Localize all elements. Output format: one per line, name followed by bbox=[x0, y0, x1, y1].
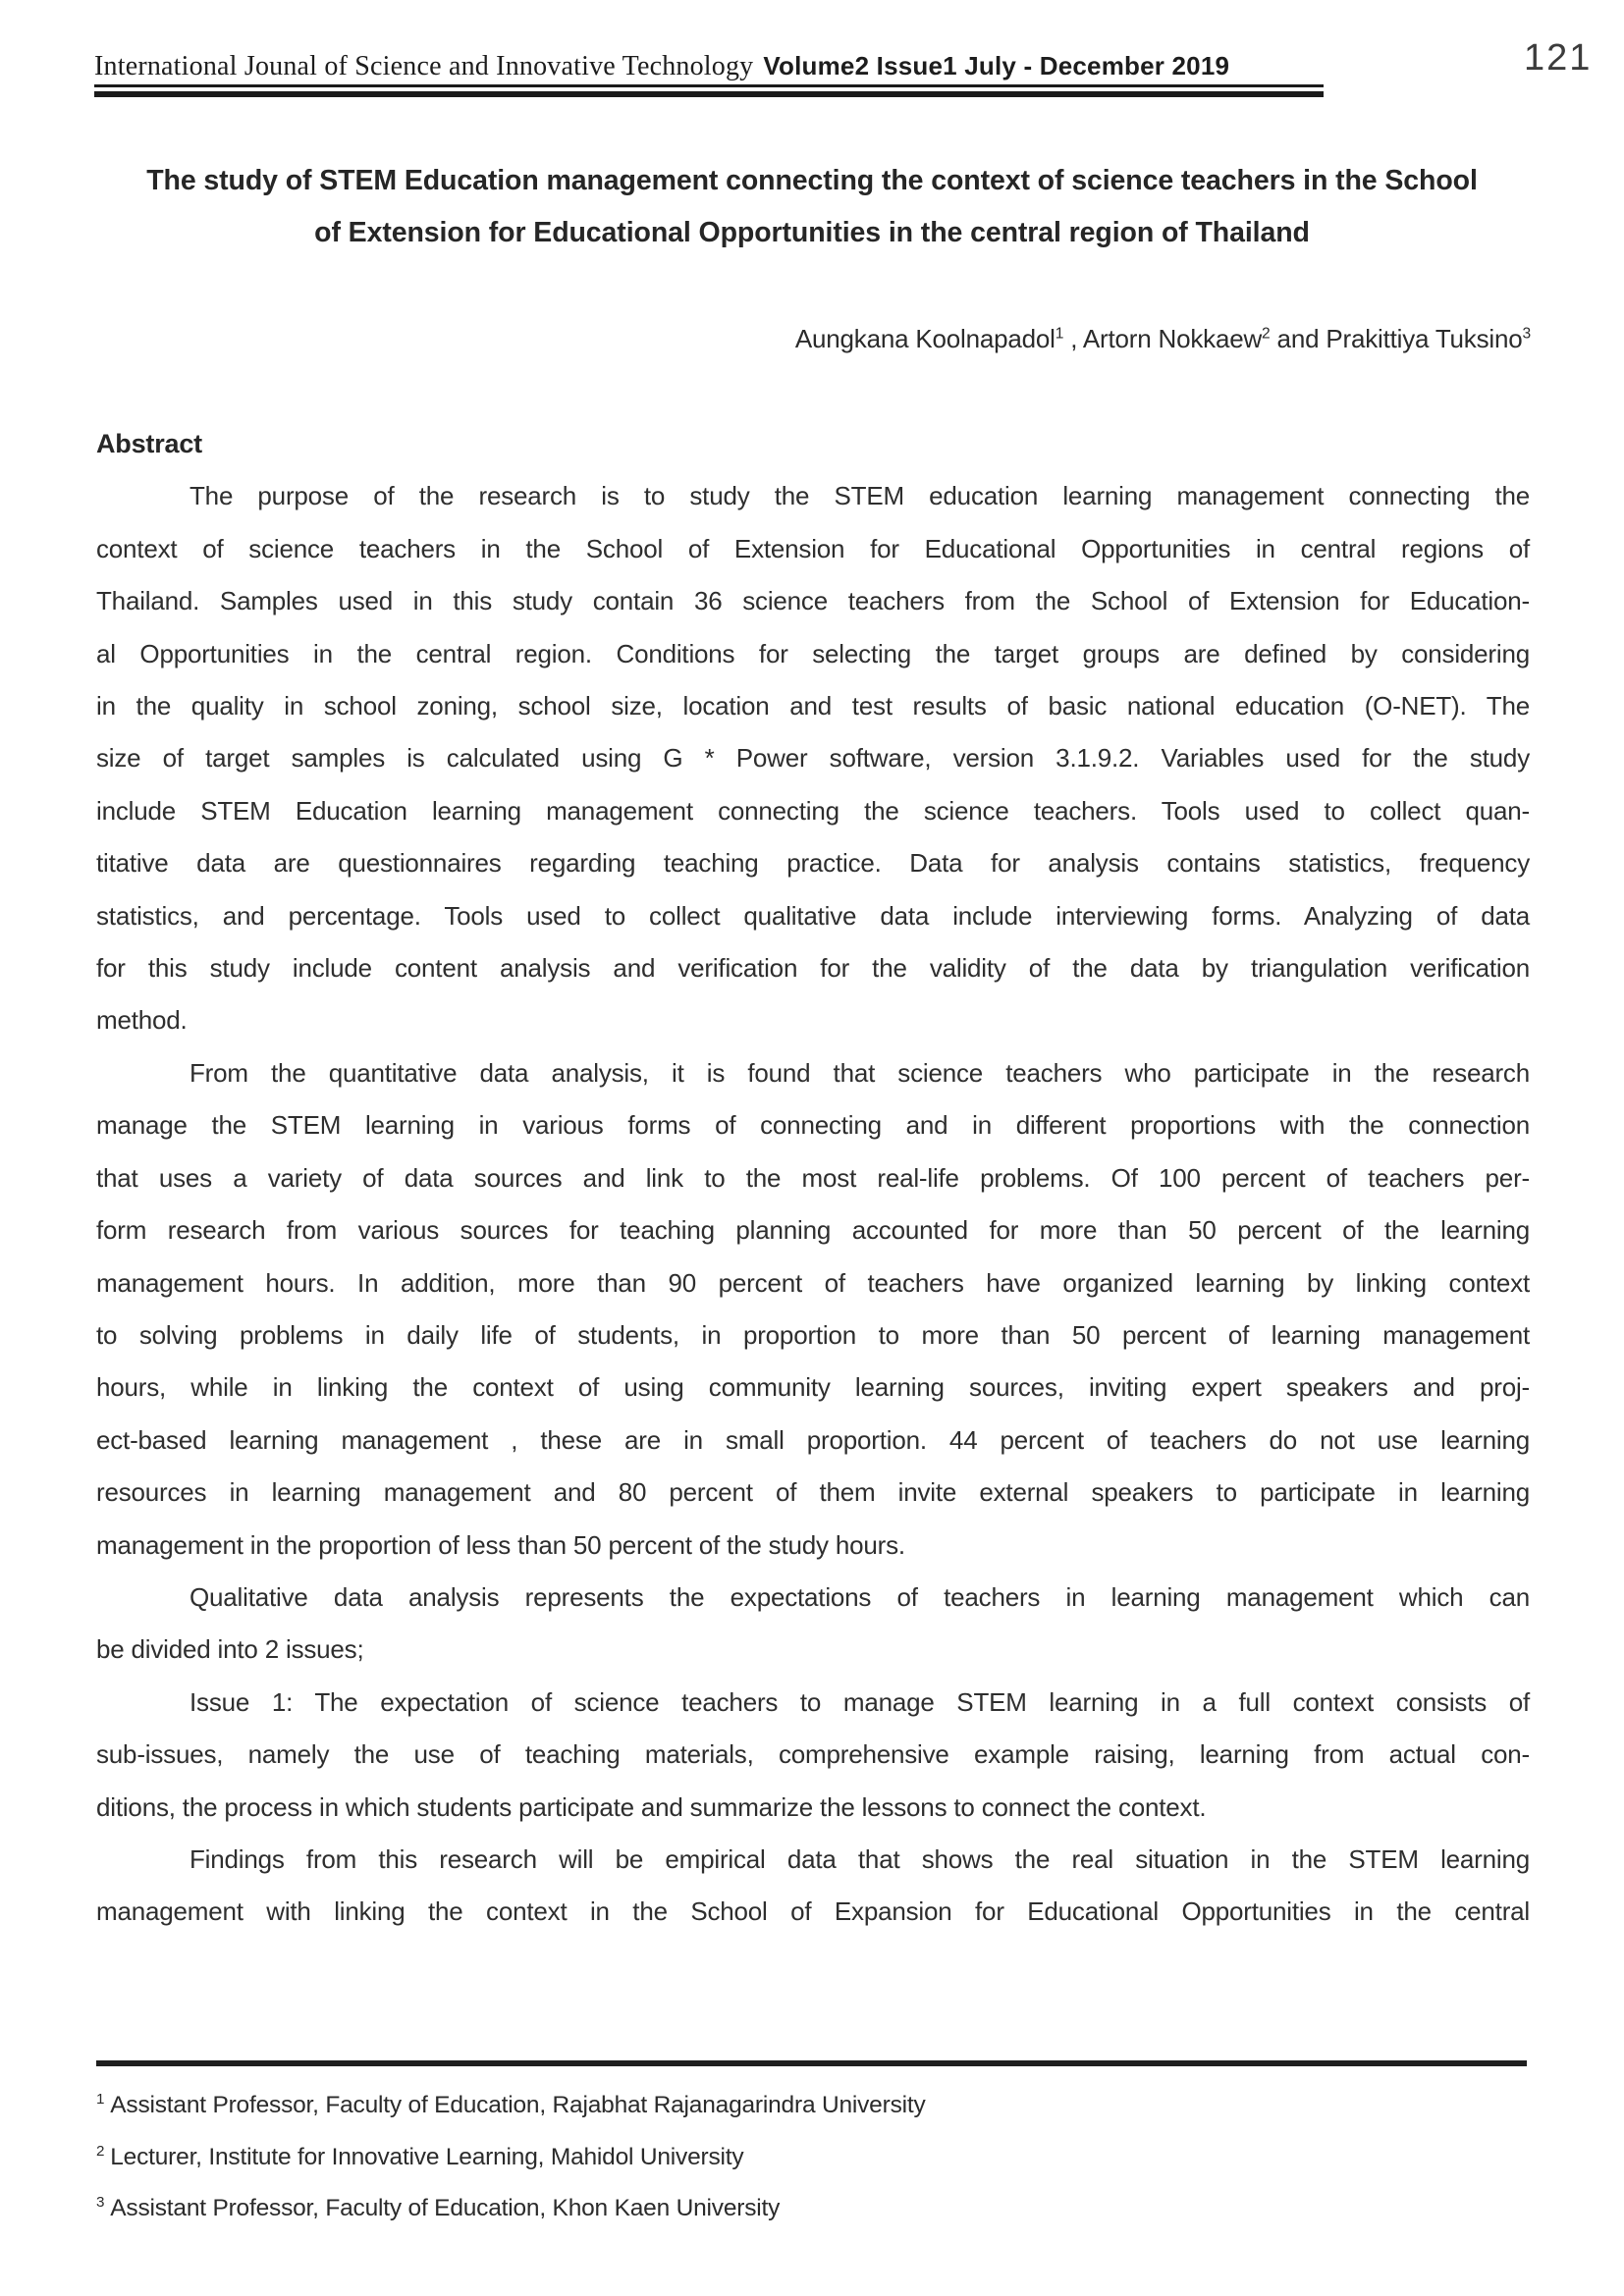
author-name-1: Aungkana Koolnapadol bbox=[794, 324, 1056, 353]
abstract-text-line: statistics, and percentage. Tools used to collect qualitative data include interviewing forms. Analyzing of data bbox=[96, 900, 1530, 931]
paper-title bbox=[93, 155, 1531, 259]
abstract-text-line: The purpose of the research is to study the STEM education learning management connecting the bbox=[189, 481, 1530, 511]
footnote-marker: 2 bbox=[96, 2142, 105, 2160]
footnote-text: Lecturer, Institute for Innovative Learning, Mahidol University bbox=[110, 2143, 744, 2170]
footnotes bbox=[96, 2077, 1534, 2232]
abstract-section bbox=[96, 418, 1530, 1939]
author-affiliation-marker-1: 1 bbox=[1055, 325, 1064, 343]
footnote-text: Assistant Professor, Faculty of Education, Khon Kaen University bbox=[110, 2195, 781, 2222]
footnote-marker: 1 bbox=[96, 2091, 105, 2108]
abstract-text-line: From the quantitative data analysis, it is found that science teachers who participate in the research bbox=[189, 1057, 1530, 1088]
authors-line bbox=[93, 324, 1531, 354]
abstract-text-line: al Opportunities in the central region. Conditions for selecting the target groups are defined by considering bbox=[96, 638, 1530, 668]
journal-issue: Volume2 Issue1 July - December 2019 bbox=[763, 51, 1230, 80]
paper-title-line-1: The study of STEM Education management connecting the context of science teachers in the School bbox=[146, 165, 1478, 196]
abstract-text-line: form research from various sources for teaching planning accounted for more than 50 percent of the learning bbox=[96, 1215, 1530, 1246]
abstract-text-line: Qualitative data analysis represents the expectations of teachers in learning management which can bbox=[189, 1581, 1530, 1612]
abstract-text-line: ect-based learning management , these are in small proportion. 44 percent of teachers do not use learning bbox=[96, 1424, 1530, 1455]
author-affiliation-marker-2: 2 bbox=[1262, 325, 1271, 343]
abstract-text-line: hours, while in linking the context of using community learning sources, inviting expert speakers and proj- bbox=[96, 1372, 1530, 1403]
abstract-text-line: for this study include content analysis and verification for the validity of the data by triangulation verification bbox=[96, 953, 1530, 984]
journal-name: International Jounal of Science and Innovative Technology bbox=[94, 51, 754, 81]
author-name-2: , Artorn Nokkaew bbox=[1063, 324, 1263, 353]
abstract-text-line: management with linking the context in the School of Expansion for Educational Opportunities in the central bbox=[96, 1896, 1530, 1927]
abstract-text-line: context of science teachers in the School of Extension for Educational Opportunities in central regions of bbox=[96, 533, 1530, 563]
header-rule-thin bbox=[94, 84, 1324, 87]
footnote-marker: 3 bbox=[96, 2194, 105, 2212]
author-name-3: and Prakittiya Tuksino bbox=[1270, 324, 1523, 353]
abstract-heading: Abstract bbox=[96, 429, 202, 458]
header-rule-thick bbox=[94, 91, 1324, 97]
page-number: 121 bbox=[1524, 37, 1593, 79]
abstract-text-line: Thailand. Samples used in this study contain 36 science teachers from the School of Extension for Education- bbox=[96, 586, 1530, 616]
footnote-text: Assistant Professor, Faculty of Education, Rajabhat Rajanagarindra University bbox=[110, 2092, 926, 2119]
abstract-text-line: sub-issues, namely the use of teaching materials, comprehensive example raising, learning from actual con- bbox=[96, 1739, 1530, 1770]
abstract-body bbox=[96, 470, 1530, 1938]
footnote-item bbox=[96, 2077, 1534, 2129]
footnote-rule bbox=[96, 2060, 1527, 2066]
abstract-text-line: ditions, the process in which students participate and summarize the lessons to connect the context. bbox=[96, 1791, 1207, 1822]
abstract-text-line: Issue 1: The expectation of science teachers to manage STEM learning in a full context consists of bbox=[189, 1686, 1530, 1717]
abstract-text-line: manage the STEM learning in various forms of connecting and in different proportions with the connection bbox=[96, 1110, 1530, 1141]
paper-title-line-2: of Extension for Educational Opportunities in the central region of Thailand bbox=[314, 217, 1310, 248]
author-affiliation-marker-3: 3 bbox=[1522, 325, 1531, 343]
abstract-text-line: Findings from this research will be empirical data that shows the real situation in the STEM learning bbox=[189, 1843, 1530, 1874]
abstract-text-line: method. bbox=[96, 1005, 188, 1036]
abstract-text-line: be divided into 2 issues; bbox=[96, 1634, 364, 1665]
abstract-text-line: size of target samples is calculated using G * Power software, version 3.1.9.2. Variables used for the study bbox=[96, 743, 1530, 774]
abstract-text-line: management in the proportion of less than 50 percent of the study hours. bbox=[96, 1529, 905, 1560]
abstract-text-line: titative data are questionnaires regarding teaching practice. Data for analysis contains statistics, frequency bbox=[96, 848, 1530, 879]
abstract-text-line: in the quality in school zoning, school size, location and test results of basic national education (O-NET). The bbox=[96, 691, 1530, 721]
abstract-text-line: include STEM Education learning management connecting the science teachers. Tools used to collect quan- bbox=[96, 795, 1530, 826]
footnote-item bbox=[96, 2180, 1534, 2232]
abstract-text-line: that uses a variety of data sources and link to the most real-life problems. Of 100 percent of teachers per- bbox=[96, 1162, 1530, 1193]
page-header bbox=[94, 51, 1326, 82]
abstract-text-line: to solving problems in daily life of students, in proportion to more than 50 percent of learning management bbox=[96, 1319, 1530, 1350]
abstract-text-line: resources in learning management and 80 percent of them invite external speakers to participate in learning bbox=[96, 1477, 1530, 1508]
footnote-item bbox=[96, 2129, 1534, 2181]
abstract-text-line: management hours. In addition, more than 90 percent of teachers have organized learning by linking context bbox=[96, 1267, 1530, 1298]
